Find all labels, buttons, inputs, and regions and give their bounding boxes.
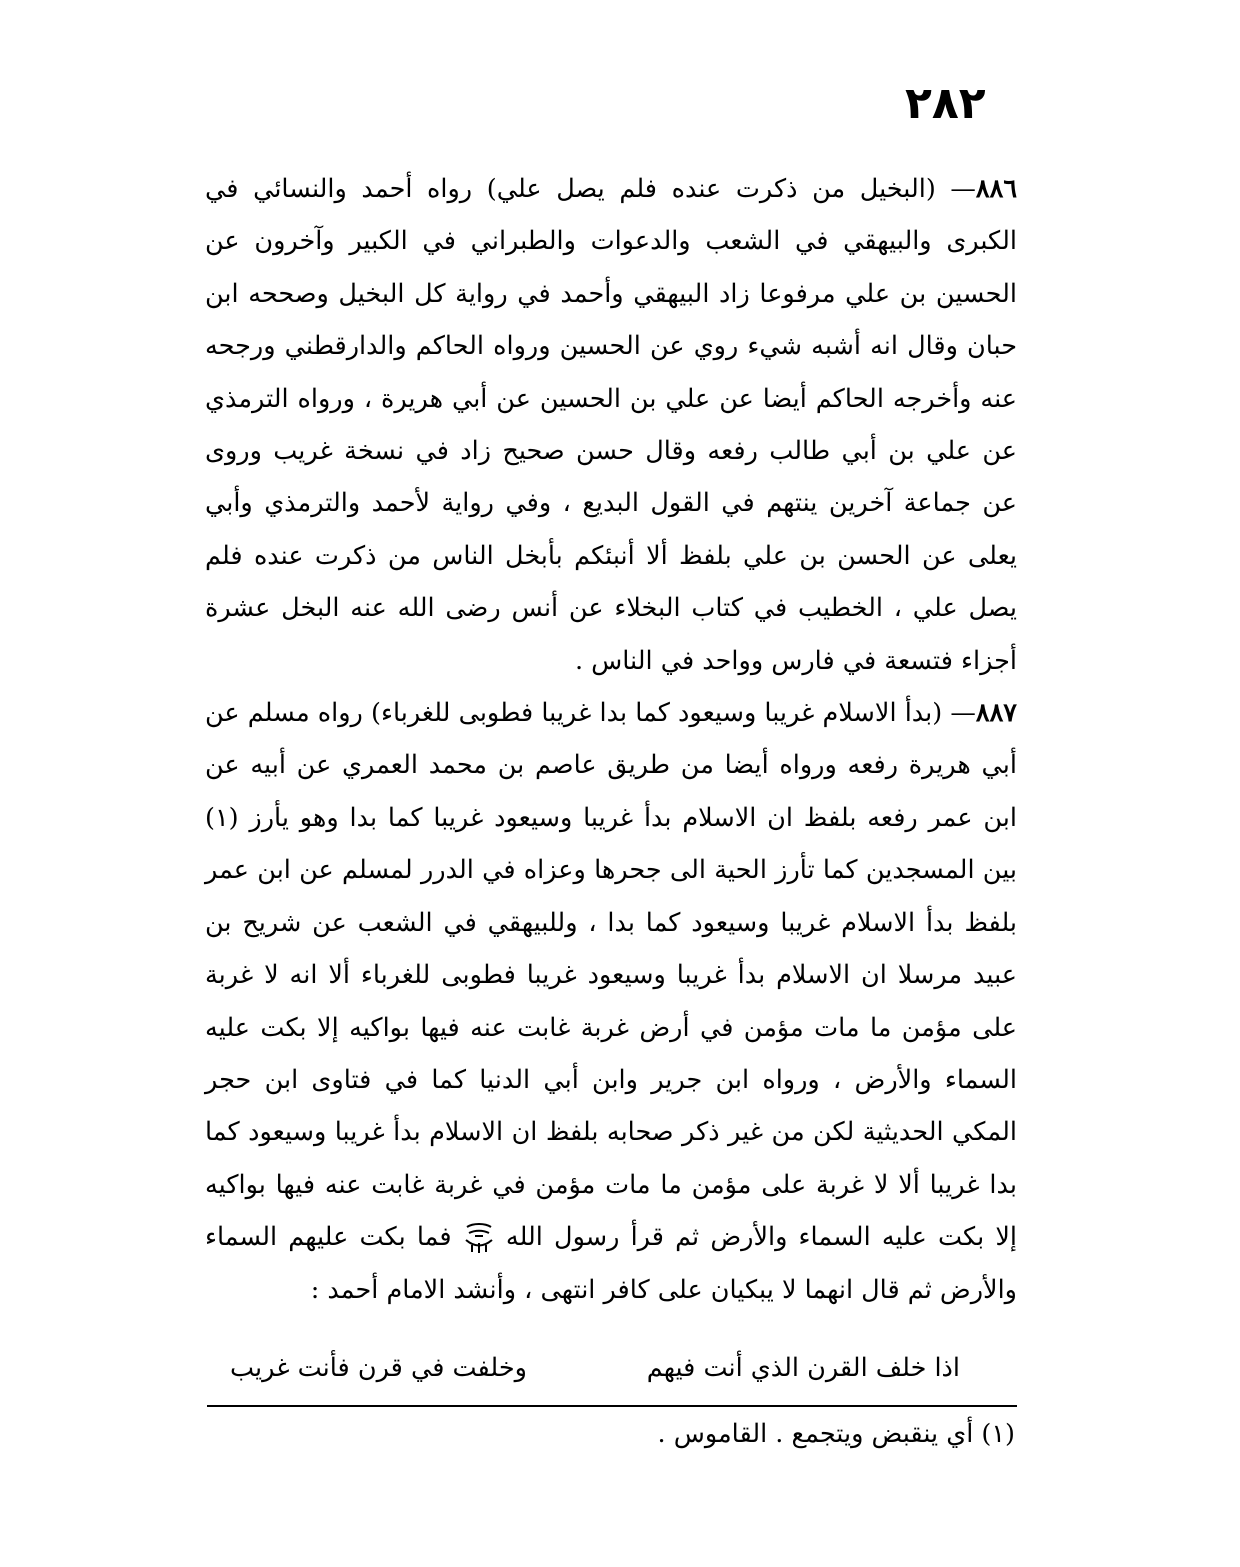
entry-dash: — (950, 174, 976, 204)
entry-text: (البخيل من ذكرت عنده فلم يصل علي) رواه أحمد والنسائي في الكبرى والبيهقي في الشعب والدعوات والطبراني في الكبير وآخرون عن الحسين بن علي مرفوعا زاد البيهقي وأحمد في رواية كل البخيل وصححه ابن حبان وقال انه أشبه شيء روي عن الحسين ورواه الحاكم والدارقطني ورجحه عنه وأخرجه الحاكم أيضا عن علي بن الحسين عن أبي هريرة ، ورواه الترمذي عن علي بن أبي طالب رفعه وقال حسن صحيح زاد في نسخة غريب وروى عن جماعة آخرين ينتهم في القول البديع ، وفي رواية لأحمد والترمذي وأبي يعلى عن الحسن بن علي بلفظ ألا أنبئكم بأبخل الناس من ذكرت عنده فلم يصل علي ، الخطيب في كتاب البخلاء عن أنس رضى الله عنه البخل عشرة أجزاء فتسعة في فارس وواحد في الناس . (205, 174, 1017, 676)
entry-number: ٨٨٦ (975, 174, 1018, 204)
footnote-divider (207, 1405, 1017, 1407)
entry-dash: — (950, 698, 976, 729)
entry-text-after: فما بكت عليهم السماء والأرض ثم قال انهما لا يبكيان على كافر انتهى ، وأنشد الامام أحمد : (205, 1222, 1017, 1305)
entry-886 (205, 163, 1017, 687)
body-text (205, 163, 1017, 1316)
footnote: (١) أي ينقبض ويتجمع . القاموس . (657, 1419, 1015, 1449)
verse-first-hemistich: اذا خلف القرن الذي أنت فيهم (646, 1353, 960, 1383)
verse-second-hemistich: وخلفت في قرن فأنت غريب (230, 1353, 527, 1383)
entry-887 (205, 687, 1017, 1316)
entry-text: (بدأ الاسلام غريبا وسيعود كما بدا غريبا فطوبى للغرباء) رواه مسلم عن أبي هريرة رفعه ورواه أيضا من طريق عاصم بن محمد العمري عن أبيه عن ابن عمر رفعه بلفظ ان الاسلام بدأ غريبا وسيعود غريبا كما بدا وهو يأرز (١) بين المسجدين كما تأرز الحية الى جحرها وعزاه في الدرر لمسلم عن ابن عمر بلفظ بدأ الاسلام غريبا وسيعود كما بدا ، وللبيهقي في الشعب عن شريح بن عبيد مرسلا ان الاسلام بدأ غريبا وسيعود غريبا فطوبى للغرباء ألا انه لا غربة على مؤمن ما مات مؤمن في أرض غربة غابت عنه فيها بواكيه إلا بكت عليه السماء والأرض ، ورواه ابن جرير وابن أبي الدنيا كما في فتاوى ابن حجر المكي الحديثية لكن من غير ذكر صحابه بلفظ ان الاسلام بدأ غريبا وسيعود كما بدا غريبا ألا لا غربة على مؤمن ما مات مؤمن في غربة غابت عنه فيها بواكيه إلا بكت عليه السماء والأرض ثم قرأ رسول الله (205, 698, 1018, 1253)
page-number: ٢٨٢ (905, 78, 986, 129)
salla-symbol-icon (463, 1221, 495, 1255)
poetry-verse (230, 1342, 960, 1394)
entry-number: ٨٨٧ (975, 698, 1017, 729)
